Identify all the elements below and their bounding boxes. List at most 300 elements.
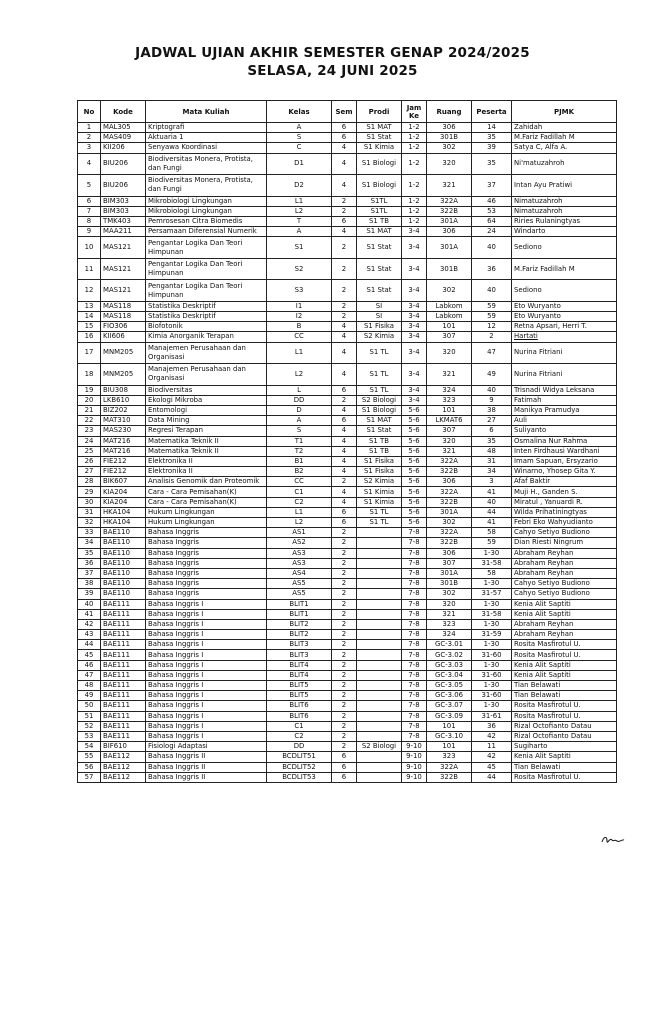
- table-row: [78, 721, 617, 731]
- cell-ruang: GC-3.01: [427, 640, 472, 650]
- table-row: [78, 206, 617, 216]
- cell-jam-ke: 3-4: [402, 227, 427, 237]
- cell-ruang: 302: [427, 589, 472, 599]
- cell-kelas: AS3: [267, 558, 332, 568]
- cell-mata-kuliah: Fisiologi Adaptasi: [146, 742, 267, 752]
- cell-no: 44: [78, 640, 101, 650]
- cell-kode: BAE111: [101, 681, 146, 691]
- cell-pjmk: Inten Firdhausi Wardhani: [512, 446, 617, 456]
- table-row: [78, 123, 617, 133]
- table-row: [78, 742, 617, 752]
- cell-no: 46: [78, 660, 101, 670]
- cell-no: 50: [78, 701, 101, 711]
- cell-peserta: 59: [472, 301, 512, 311]
- cell-sem: 4: [332, 322, 357, 332]
- cell-sem: 6: [332, 762, 357, 772]
- cell-kelas: C1: [267, 721, 332, 731]
- cell-ruang: 301A: [427, 237, 472, 259]
- cell-pjmk: Kenia Alit Saptiti: [512, 752, 617, 762]
- table-row: [78, 752, 617, 762]
- cell-mata-kuliah: Bahasa Inggris I: [146, 599, 267, 609]
- table-row: [78, 405, 617, 415]
- cell-pjmk: Auli: [512, 416, 617, 426]
- cell-ruang: LKMAT6: [427, 416, 472, 426]
- cell-jam-ke: 1-2: [402, 143, 427, 153]
- table-row: [78, 322, 617, 332]
- cell-ruang: GC-3.07: [427, 701, 472, 711]
- cell-kode: FIO306: [101, 322, 146, 332]
- cell-pjmk: M.Fariz Fadillah M: [512, 258, 617, 280]
- header-jam-ke: Jam Ke: [402, 101, 427, 123]
- cell-ruang: 307: [427, 332, 472, 342]
- cell-ruang: 301A: [427, 216, 472, 226]
- cell-ruang: GC-3.05: [427, 681, 472, 691]
- cell-prodi: [357, 640, 402, 650]
- cell-jam-ke: 3-4: [402, 237, 427, 259]
- cell-kelas: D1: [267, 153, 332, 175]
- cell-pjmk: Retna Apsari, Herri T.: [512, 322, 617, 332]
- cell-ruang: Labkom: [427, 312, 472, 322]
- cell-kelas: D: [267, 405, 332, 415]
- cell-kelas: C1: [267, 487, 332, 497]
- cell-prodi: [357, 609, 402, 619]
- cell-prodi: [357, 548, 402, 558]
- cell-sem: 2: [332, 258, 357, 280]
- cell-kelas: BLIT2: [267, 619, 332, 629]
- cell-kelas: T2: [267, 446, 332, 456]
- cell-no: 3: [78, 143, 101, 153]
- cell-prodi: S1TL: [357, 206, 402, 216]
- cell-peserta: 42: [472, 731, 512, 741]
- cell-jam-ke: 7-8: [402, 568, 427, 578]
- cell-sem: 4: [332, 227, 357, 237]
- cell-peserta: 6: [472, 426, 512, 436]
- cell-ruang: Labkom: [427, 301, 472, 311]
- cell-kelas: I2: [267, 312, 332, 322]
- cell-prodi: [357, 660, 402, 670]
- cell-mata-kuliah: Bahasa Inggris I: [146, 681, 267, 691]
- cell-sem: 2: [332, 691, 357, 701]
- cell-jam-ke: 7-8: [402, 701, 427, 711]
- cell-kelas: S: [267, 426, 332, 436]
- cell-ruang: 322A: [427, 762, 472, 772]
- cell-mata-kuliah: Bahasa Inggris I: [146, 609, 267, 619]
- cell-jam-ke: 1-2: [402, 133, 427, 143]
- cell-jam-ke: 7-8: [402, 589, 427, 599]
- cell-pjmk: Abraham Reyhan: [512, 619, 617, 629]
- cell-mata-kuliah: Hukum Lingkungan: [146, 518, 267, 528]
- cell-kode: BAE110: [101, 528, 146, 538]
- cell-kelas: L1: [267, 342, 332, 364]
- cell-sem: 2: [332, 681, 357, 691]
- cell-sem: 6: [332, 123, 357, 133]
- cell-pjmk: Fatimah: [512, 395, 617, 405]
- cell-peserta: 31-58: [472, 609, 512, 619]
- cell-kode: BAE112: [101, 752, 146, 762]
- cell-peserta: 1-30: [472, 619, 512, 629]
- cell-kode: BAE112: [101, 772, 146, 782]
- cell-mata-kuliah: Bahasa Inggris: [146, 568, 267, 578]
- cell-mata-kuliah: Bahasa Inggris I: [146, 650, 267, 660]
- table-row: [78, 640, 617, 650]
- cell-mata-kuliah: Cara - Cara Pemisahan(K): [146, 497, 267, 507]
- cell-kode: BAE111: [101, 691, 146, 701]
- table-row: [78, 477, 617, 487]
- cell-no: 48: [78, 681, 101, 691]
- table-row: [78, 579, 617, 589]
- cell-kelas: BLIT5: [267, 691, 332, 701]
- cell-no: 40: [78, 599, 101, 609]
- cell-pjmk: Ni'matuzahroh: [512, 153, 617, 175]
- cell-pjmk: Cahyo Setiyo Budiono: [512, 528, 617, 538]
- cell-kode: BIU206: [101, 153, 146, 175]
- cell-sem: 6: [332, 133, 357, 143]
- cell-ruang: 302: [427, 280, 472, 302]
- cell-kelas: L: [267, 385, 332, 395]
- cell-prodi: S1 MAT: [357, 227, 402, 237]
- cell-peserta: 45: [472, 762, 512, 772]
- cell-ruang: 320: [427, 342, 472, 364]
- cell-kelas: B2: [267, 467, 332, 477]
- cell-no: 10: [78, 237, 101, 259]
- cell-no: 20: [78, 395, 101, 405]
- cell-mata-kuliah: Analisis Genomik dan Proteomik: [146, 477, 267, 487]
- cell-kelas: D2: [267, 175, 332, 197]
- cell-kelas: BLIT6: [267, 711, 332, 721]
- table-row: [78, 342, 617, 364]
- cell-jam-ke: 1-2: [402, 196, 427, 206]
- cell-prodi: S2 Biologi: [357, 742, 402, 752]
- table-row: [78, 446, 617, 456]
- cell-pjmk: Afaf Baktir: [512, 477, 617, 487]
- cell-mata-kuliah: Mikrobiologi Lingkungan: [146, 206, 267, 216]
- cell-kode: BAE110: [101, 579, 146, 589]
- cell-sem: 6: [332, 752, 357, 762]
- cell-peserta: 1-30: [472, 640, 512, 650]
- cell-kelas: L1: [267, 507, 332, 517]
- table-row: [78, 548, 617, 558]
- cell-peserta: 34: [472, 467, 512, 477]
- cell-prodi: S1 TL: [357, 507, 402, 517]
- cell-sem: 4: [332, 446, 357, 456]
- cell-prodi: S1 TL: [357, 385, 402, 395]
- cell-pjmk: Abraham Reyhan: [512, 568, 617, 578]
- cell-prodi: S1 Kimia: [357, 497, 402, 507]
- table-row: [78, 497, 617, 507]
- cell-pjmk: Rizal Octofianto Datau: [512, 721, 617, 731]
- cell-sem: 2: [332, 237, 357, 259]
- cell-kelas: L2: [267, 364, 332, 386]
- cell-no: 26: [78, 456, 101, 466]
- cell-kelas: L2: [267, 206, 332, 216]
- cell-jam-ke: 1-2: [402, 123, 427, 133]
- exam-schedule-table: [77, 100, 617, 783]
- cell-no: 38: [78, 579, 101, 589]
- cell-mata-kuliah: Elektronika II: [146, 467, 267, 477]
- cell-no: 55: [78, 752, 101, 762]
- cell-sem: 6: [332, 385, 357, 395]
- cell-pjmk: Cahyo Setiyo Budiono: [512, 579, 617, 589]
- cell-jam-ke: 5-6: [402, 497, 427, 507]
- cell-kelas: S2: [267, 258, 332, 280]
- cell-sem: 4: [332, 143, 357, 153]
- cell-ruang: 101: [427, 742, 472, 752]
- cell-kelas: BLIT1: [267, 599, 332, 609]
- cell-prodi: S2 Kimia: [357, 332, 402, 342]
- cell-no: 45: [78, 650, 101, 660]
- cell-prodi: S1 Stat: [357, 258, 402, 280]
- cell-mata-kuliah: Bahasa Inggris: [146, 538, 267, 548]
- table-row: [78, 216, 617, 226]
- table-row: [78, 332, 617, 342]
- cell-kode: MAL305: [101, 123, 146, 133]
- cell-peserta: 48: [472, 446, 512, 456]
- table-row: [78, 426, 617, 436]
- table-row: [78, 385, 617, 395]
- cell-ruang: 324: [427, 630, 472, 640]
- cell-no: 36: [78, 558, 101, 568]
- cell-pjmk: Sediono: [512, 237, 617, 259]
- cell-kelas: L2: [267, 518, 332, 528]
- table-header-row: [78, 101, 617, 123]
- cell-prodi: [357, 701, 402, 711]
- cell-sem: 2: [332, 721, 357, 731]
- cell-peserta: 31: [472, 456, 512, 466]
- cell-sem: 2: [332, 711, 357, 721]
- cell-kode: BIM303: [101, 206, 146, 216]
- cell-kode: KII606: [101, 332, 146, 342]
- cell-sem: 2: [332, 558, 357, 568]
- cell-ruang: 306: [427, 477, 472, 487]
- cell-peserta: 31-60: [472, 691, 512, 701]
- cell-sem: 2: [332, 640, 357, 650]
- cell-kelas: AS1: [267, 528, 332, 538]
- cell-mata-kuliah: Entomologi: [146, 405, 267, 415]
- cell-pjmk: Satya C, Alfa A.: [512, 143, 617, 153]
- cell-kode: BIZ202: [101, 405, 146, 415]
- cell-kode: TMK403: [101, 216, 146, 226]
- cell-mata-kuliah: Bahasa Inggris II: [146, 762, 267, 772]
- cell-peserta: 27: [472, 416, 512, 426]
- cell-jam-ke: 3-4: [402, 301, 427, 311]
- cell-kode: MAS121: [101, 258, 146, 280]
- cell-mata-kuliah: Bahasa Inggris: [146, 589, 267, 599]
- cell-no: 4: [78, 153, 101, 175]
- cell-no: 1: [78, 123, 101, 133]
- cell-kode: MAS409: [101, 133, 146, 143]
- cell-ruang: 322B: [427, 206, 472, 216]
- cell-mata-kuliah: Biofotonik: [146, 322, 267, 332]
- cell-jam-ke: 7-8: [402, 630, 427, 640]
- cell-kelas: C: [267, 143, 332, 153]
- cell-no: 17: [78, 342, 101, 364]
- table-row: [78, 416, 617, 426]
- cell-pjmk: Tian Belawati: [512, 681, 617, 691]
- cell-pjmk: Trisnadi Widya Leksana: [512, 385, 617, 395]
- cell-pjmk: Abraham Reyhan: [512, 558, 617, 568]
- table-row: [78, 258, 617, 280]
- cell-peserta: 1-30: [472, 701, 512, 711]
- cell-jam-ke: 7-8: [402, 640, 427, 650]
- cell-sem: 4: [332, 456, 357, 466]
- table-row: [78, 133, 617, 143]
- cell-kelas: A: [267, 416, 332, 426]
- cell-prodi: SI: [357, 301, 402, 311]
- cell-kode: BAE110: [101, 589, 146, 599]
- cell-sem: 2: [332, 538, 357, 548]
- cell-peserta: 1-30: [472, 579, 512, 589]
- cell-prodi: [357, 599, 402, 609]
- cell-no: 19: [78, 385, 101, 395]
- cell-kode: MAS118: [101, 301, 146, 311]
- cell-mata-kuliah: Bahasa Inggris II: [146, 752, 267, 762]
- cell-mata-kuliah: Senyawa Koordinasi: [146, 143, 267, 153]
- cell-prodi: [357, 752, 402, 762]
- table-row: [78, 681, 617, 691]
- cell-ruang: 321: [427, 609, 472, 619]
- header-pjmk: PJMK: [512, 101, 617, 123]
- cell-jam-ke: 7-8: [402, 599, 427, 609]
- cell-jam-ke: 5-6: [402, 446, 427, 456]
- cell-ruang: 321: [427, 364, 472, 386]
- cell-no: 16: [78, 332, 101, 342]
- cell-ruang: 322B: [427, 538, 472, 548]
- cell-peserta: 31-59: [472, 630, 512, 640]
- cell-prodi: S2 Biologi: [357, 395, 402, 405]
- cell-prodi: [357, 579, 402, 589]
- cell-peserta: 36: [472, 258, 512, 280]
- cell-sem: 2: [332, 206, 357, 216]
- cell-mata-kuliah: Bahasa Inggris: [146, 579, 267, 589]
- cell-pjmk: Rosita Masfirotul U.: [512, 640, 617, 650]
- cell-peserta: 59: [472, 538, 512, 548]
- cell-jam-ke: 1-2: [402, 206, 427, 216]
- cell-peserta: 3: [472, 477, 512, 487]
- cell-prodi: [357, 630, 402, 640]
- cell-no: 13: [78, 301, 101, 311]
- cell-jam-ke: 5-6: [402, 477, 427, 487]
- cell-kode: BAE111: [101, 670, 146, 680]
- cell-jam-ke: 5-6: [402, 405, 427, 415]
- cell-no: 18: [78, 364, 101, 386]
- cell-kode: BIM303: [101, 196, 146, 206]
- cell-kode: MAS118: [101, 312, 146, 322]
- table-row: [78, 364, 617, 386]
- table-row: [78, 280, 617, 302]
- cell-mata-kuliah: Bahasa Inggris I: [146, 630, 267, 640]
- table-row: [78, 630, 617, 640]
- cell-kelas: BCDLIT52: [267, 762, 332, 772]
- cell-sem: 2: [332, 609, 357, 619]
- cell-prodi: S1 Fisika: [357, 467, 402, 477]
- cell-no: 33: [78, 528, 101, 538]
- cell-prodi: [357, 772, 402, 782]
- cell-prodi: [357, 528, 402, 538]
- cell-mata-kuliah: Biodiversitas: [146, 385, 267, 395]
- cell-no: 5: [78, 175, 101, 197]
- cell-peserta: 46: [472, 196, 512, 206]
- cell-kode: MAS121: [101, 237, 146, 259]
- cell-peserta: 24: [472, 227, 512, 237]
- cell-prodi: S1 TB: [357, 446, 402, 456]
- table-row: [78, 436, 617, 446]
- table-row: [78, 312, 617, 322]
- cell-peserta: 2: [472, 332, 512, 342]
- cell-kode: BAE111: [101, 599, 146, 609]
- cell-ruang: 320: [427, 153, 472, 175]
- cell-prodi: [357, 762, 402, 772]
- cell-kelas: S3: [267, 280, 332, 302]
- cell-prodi: S1 MAT: [357, 416, 402, 426]
- cell-kode: MAS230: [101, 426, 146, 436]
- cell-peserta: 31-60: [472, 670, 512, 680]
- cell-pjmk: Hartati: [512, 332, 617, 342]
- cell-ruang: 306: [427, 548, 472, 558]
- cell-prodi: [357, 670, 402, 680]
- cell-no: 7: [78, 206, 101, 216]
- cell-jam-ke: 1-2: [402, 216, 427, 226]
- cell-peserta: 47: [472, 342, 512, 364]
- cell-pjmk: Cahyo Setiyo Budiono: [512, 589, 617, 599]
- table-row: [78, 731, 617, 741]
- cell-kode: MAA211: [101, 227, 146, 237]
- cell-kelas: I1: [267, 301, 332, 311]
- cell-sem: 2: [332, 548, 357, 558]
- cell-sem: 6: [332, 507, 357, 517]
- cell-sem: 6: [332, 772, 357, 782]
- cell-prodi: [357, 681, 402, 691]
- cell-mata-kuliah: Pemrosesan Citra Biomedis: [146, 216, 267, 226]
- cell-kode: LKB610: [101, 395, 146, 405]
- cell-sem: 4: [332, 467, 357, 477]
- cell-jam-ke: 3-4: [402, 312, 427, 322]
- cell-kode: HKA104: [101, 518, 146, 528]
- cell-kode: KII206: [101, 143, 146, 153]
- cell-pjmk: Miratul , Yanuardi R.: [512, 497, 617, 507]
- cell-prodi: SI: [357, 312, 402, 322]
- cell-ruang: 322A: [427, 196, 472, 206]
- table-row: [78, 691, 617, 701]
- cell-ruang: 323: [427, 752, 472, 762]
- cell-mata-kuliah: Bahasa Inggris: [146, 558, 267, 568]
- cell-sem: 2: [332, 280, 357, 302]
- cell-jam-ke: 7-8: [402, 660, 427, 670]
- cell-peserta: 37: [472, 175, 512, 197]
- cell-kelas: BLIT3: [267, 650, 332, 660]
- cell-ruang: 322B: [427, 497, 472, 507]
- cell-prodi: S1 Fisika: [357, 322, 402, 332]
- cell-peserta: 1-30: [472, 548, 512, 558]
- cell-ruang: 101: [427, 322, 472, 332]
- cell-ruang: GC-3.09: [427, 711, 472, 721]
- cell-sem: 2: [332, 579, 357, 589]
- cell-jam-ke: 7-8: [402, 721, 427, 731]
- cell-prodi: S1TL: [357, 196, 402, 206]
- cell-prodi: S1 TB: [357, 436, 402, 446]
- cell-sem: 4: [332, 332, 357, 342]
- table-row: [78, 568, 617, 578]
- cell-kelas: AS5: [267, 579, 332, 589]
- cell-sem: 2: [332, 196, 357, 206]
- cell-jam-ke: 7-8: [402, 670, 427, 680]
- cell-pjmk: Manikya Pramudya: [512, 405, 617, 415]
- cell-no: 49: [78, 691, 101, 701]
- cell-peserta: 58: [472, 568, 512, 578]
- cell-kelas: AS3: [267, 548, 332, 558]
- cell-sem: 2: [332, 477, 357, 487]
- cell-jam-ke: 7-8: [402, 558, 427, 568]
- cell-prodi: [357, 558, 402, 568]
